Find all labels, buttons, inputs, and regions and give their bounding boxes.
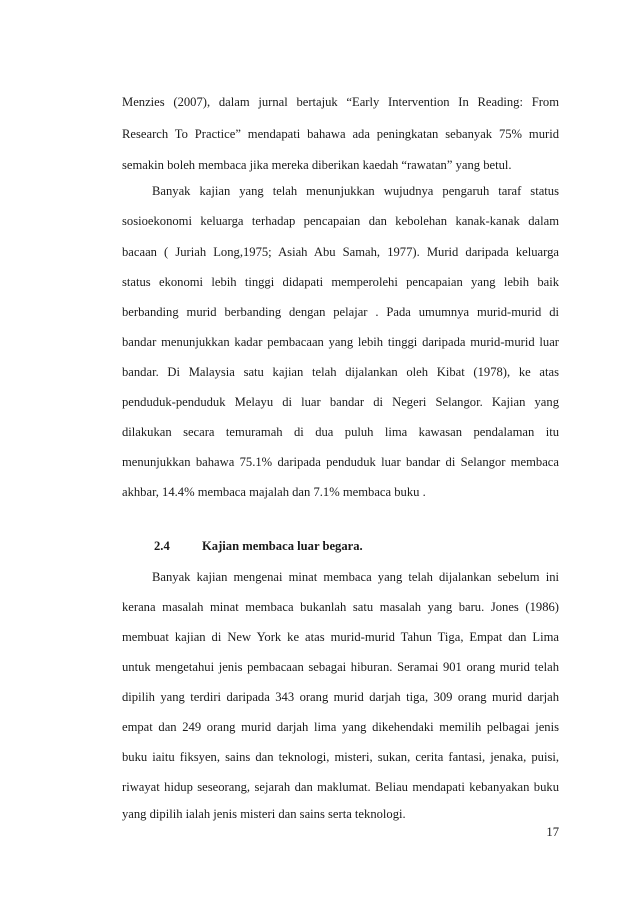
section-heading [154, 538, 363, 554]
text-line: menunjukkan bahawa 75.1% daripada penduduk luar bandar di Selangor membaca [122, 455, 559, 469]
text-line: empat dan 249 orang murid darjah lima yang dikehendaki memilih pelbagai jenis [122, 720, 559, 734]
text-line: dipilih yang terdiri daripada 343 orang murid darjah tiga, 309 orang murid darjah [122, 690, 559, 704]
text-line: Banyak kajian yang telah menunjukkan wujudnya pengaruh taraf status [152, 184, 559, 198]
text-line: membuat kajian di New York ke atas murid-murid Tahun Tiga, Empat dan Lima [122, 630, 559, 644]
text-line: sosioekonomi keluarga terhadap pencapaian dan kebolehan kanak-kanak dalam [122, 214, 559, 228]
text-line: bacaan ( Juriah Long,1975; Asiah Abu Samah, 1977). Murid daripada keluarga [122, 245, 559, 259]
text-line: buku iaitu fiksyen, sains dan teknologi, misteri, sukan, cerita fantasi, jenaka, puisi, [122, 750, 559, 764]
page-number: 17 [546, 825, 559, 839]
section-title: Kajian membaca luar begara. [202, 539, 363, 553]
text-line: status ekonomi lebih tinggi didapati memperolehi pencapaian yang lebih baik [122, 275, 559, 289]
text-line: yang dipilih ialah jenis misteri dan sains serta teknologi. [122, 807, 406, 821]
text-line: untuk mengetahui jenis pembacaan sebagai hiburan. Seramai 901 orang murid telah [122, 660, 559, 674]
text-line: Banyak kajian mengenai minat membaca yang telah dijalankan sebelum ini [152, 570, 559, 584]
text-line: penduduk-penduduk Melayu di luar bandar di Negeri Selangor. Kajian yang [122, 395, 559, 409]
text-line: riwayat hidup seseorang, sejarah dan maklumat. Beliau mendapati kebanyakan buku [122, 780, 559, 794]
text-line: dilakukan secara temuramah di dua puluh lima kawasan pendalaman itu [122, 425, 559, 439]
text-line: semakin boleh membaca jika mereka diberikan kaedah “rawatan” yang betul. [122, 158, 512, 172]
section-number: 2.4 [154, 539, 170, 553]
text-line: Research To Practice” mendapati bahawa ada peningkatan sebanyak 75% murid [122, 127, 559, 141]
text-line: Menzies (2007), dalam jurnal bertajuk “Early Intervention In Reading: From [122, 95, 559, 109]
text-line: berbanding murid berbanding dengan pelajar . Pada umumnya murid-murid di [122, 305, 559, 319]
text-line: akhbar, 14.4% membaca majalah dan 7.1% membaca buku . [122, 485, 426, 499]
text-line: kerana masalah minat membaca bukanlah satu masalah yang baru. Jones (1986) [122, 600, 559, 614]
text-line: bandar. Di Malaysia satu kajian telah dijalankan oleh Kibat (1978), ke atas [122, 365, 559, 379]
text-line: bandar menunjukkan kadar pembacaan yang lebih tinggi daripada murid-murid luar [122, 335, 559, 349]
